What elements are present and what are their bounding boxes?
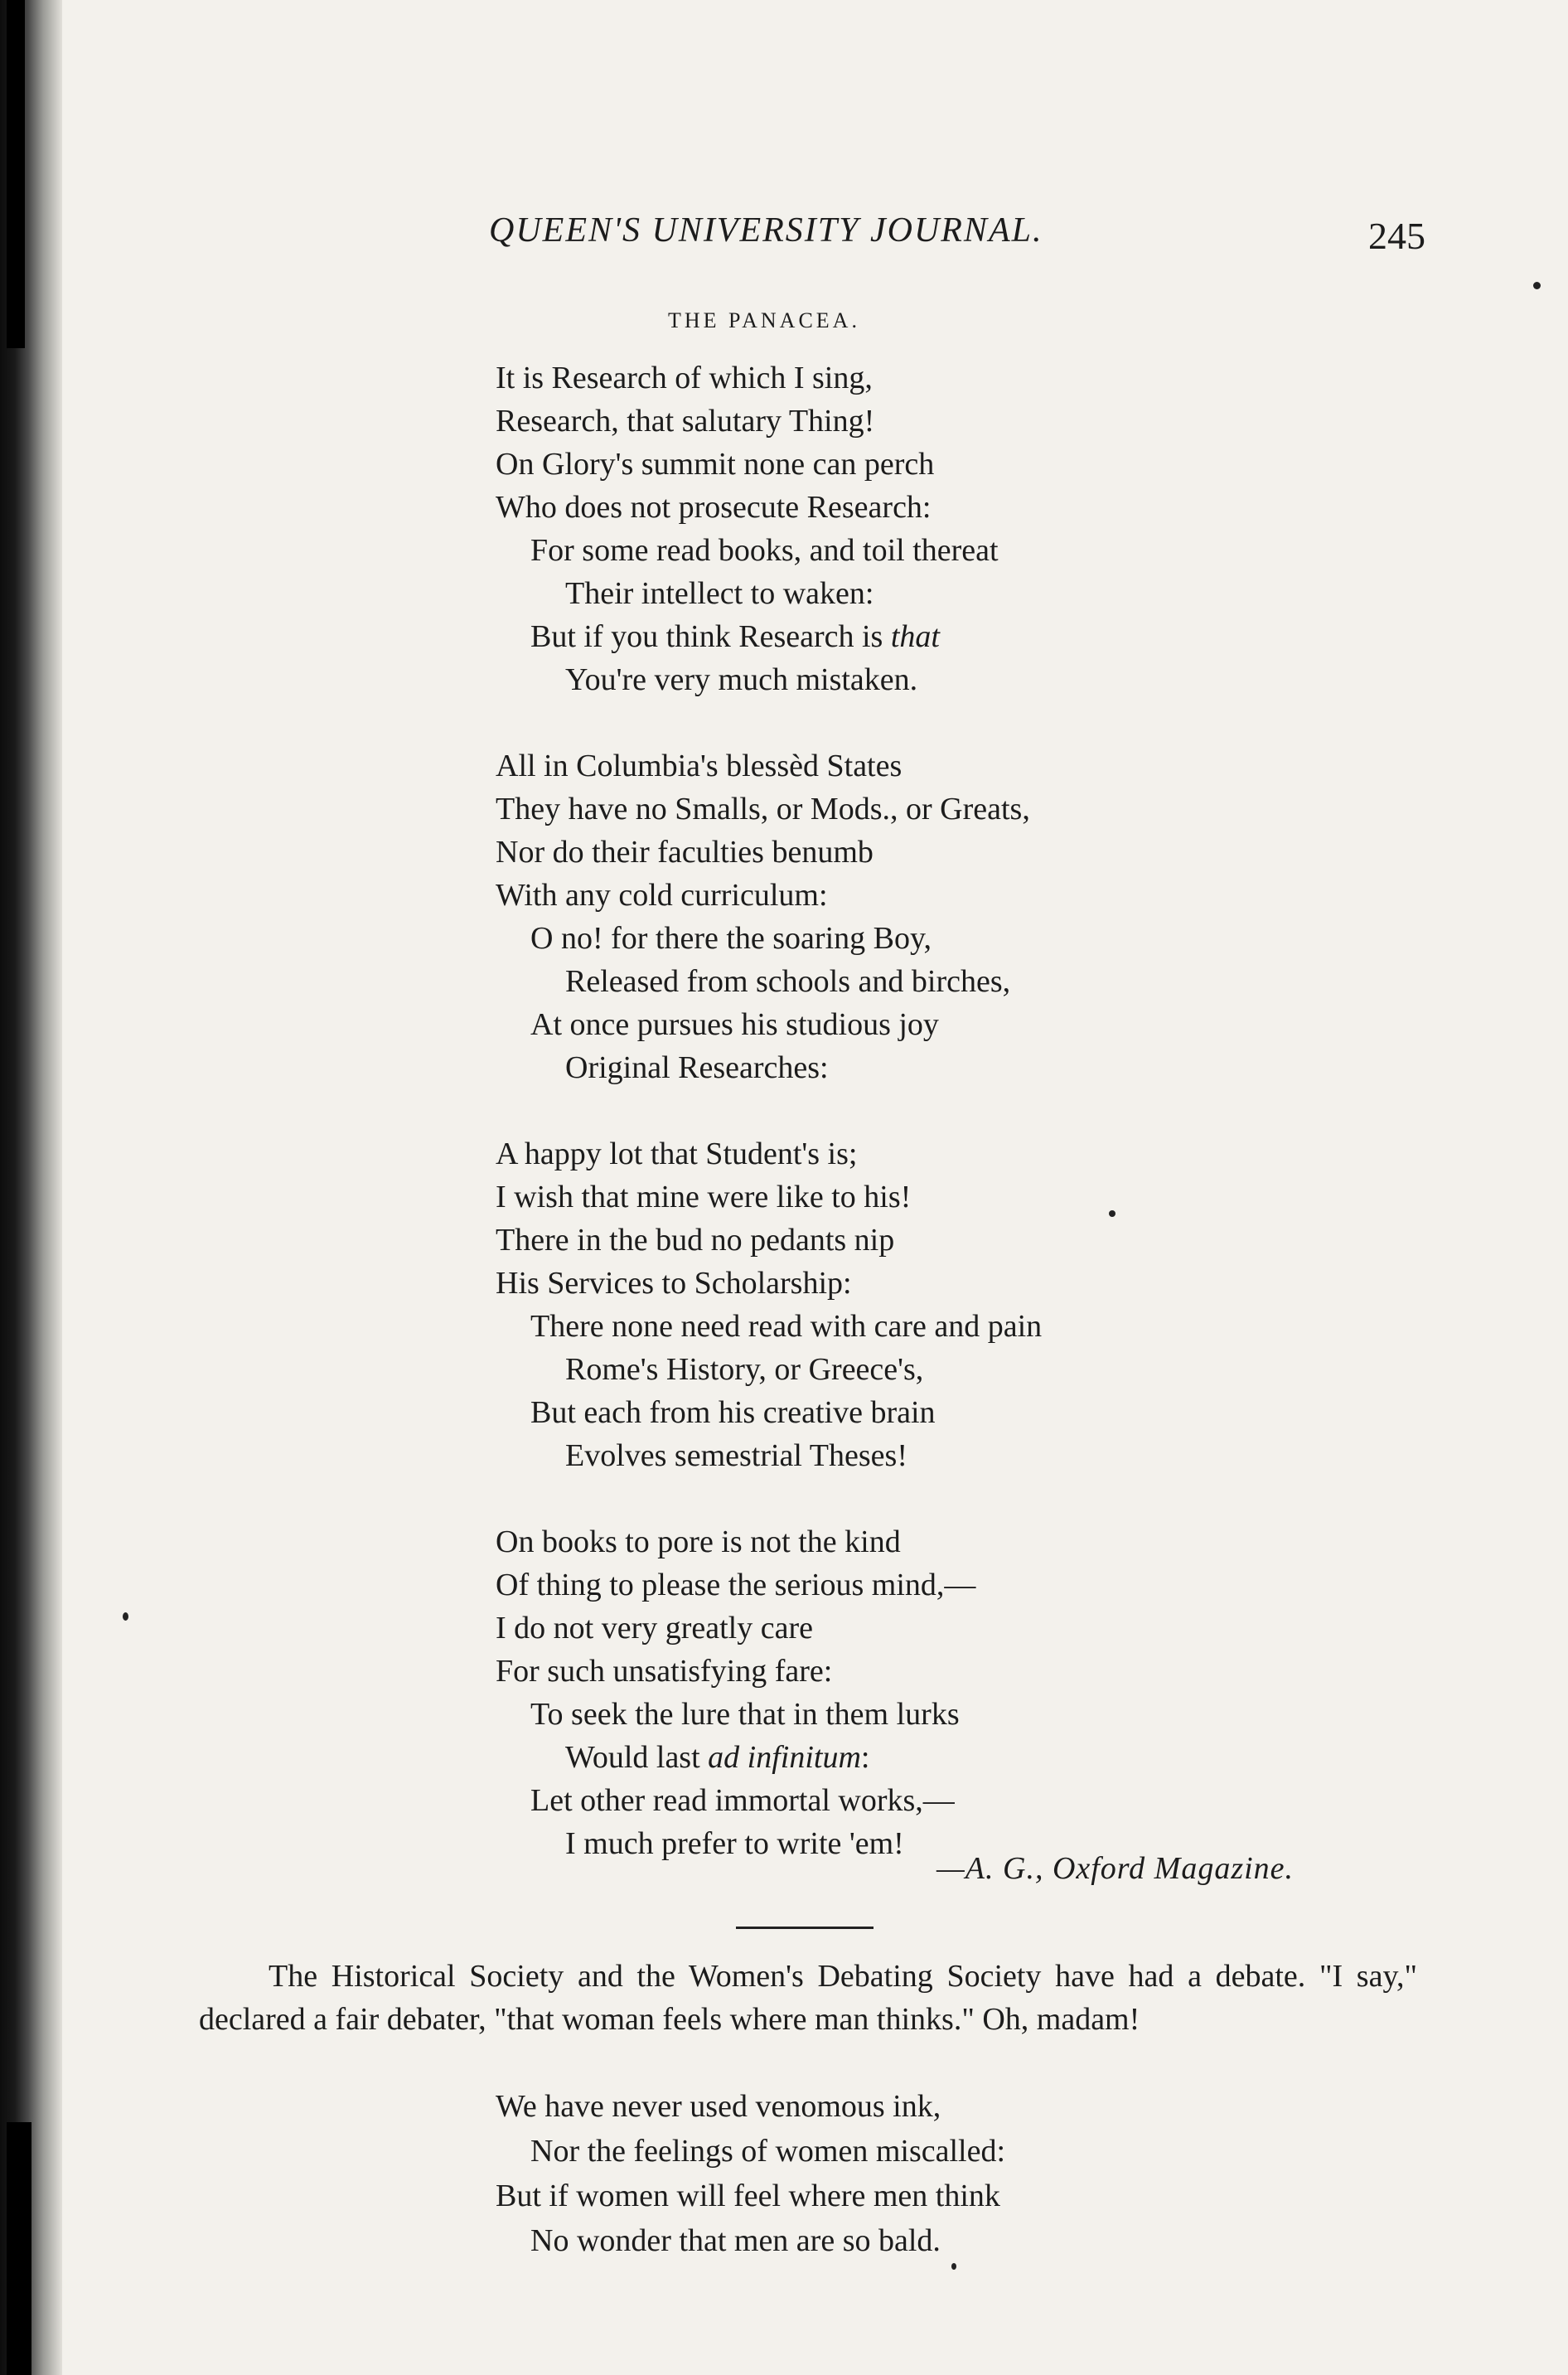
poem-line: A happy lot that Student's is; bbox=[496, 1137, 858, 1171]
poem-line: There none need read with care and pain bbox=[530, 1309, 1043, 1344]
poem-attribution: —A. G., Oxford Magazine. bbox=[936, 1851, 1295, 1886]
verse-line: No wonder that men are so bald. bbox=[530, 2223, 941, 2258]
poem-line: You're very much mistaken. bbox=[565, 662, 918, 697]
verse-line: But if women will feel where men think bbox=[496, 2179, 1000, 2213]
scanned-page-spine-shadow bbox=[0, 0, 62, 2375]
poem-line: O no! for there the soaring Boy, bbox=[530, 921, 932, 956]
running-head: QUEEN'S UNIVERSITY JOURNAL. bbox=[489, 211, 1043, 250]
poem-body bbox=[496, 356, 1490, 1908]
stanza bbox=[496, 744, 1490, 1089]
closing-verse bbox=[496, 2084, 1005, 2263]
poem-line: With any cold curriculum: bbox=[496, 878, 828, 913]
poem-line: For such unsatisfying fare: bbox=[496, 1654, 833, 1689]
scan-speck bbox=[1533, 282, 1541, 289]
scan-speck bbox=[1109, 1210, 1116, 1217]
verse-line: Nor the feelings of women miscalled: bbox=[530, 2134, 1006, 2169]
poem-line: I wish that mine were like to his! bbox=[496, 1180, 912, 1214]
poem-line: On books to pore is not the kind bbox=[496, 1524, 901, 1559]
spine-dark-streak bbox=[7, 0, 25, 348]
poem-line: At once pursues his studious joy bbox=[530, 1007, 939, 1042]
scan-speck bbox=[951, 2263, 956, 2270]
poem-line: Their intellect to waken: bbox=[565, 576, 874, 611]
scan-speck bbox=[123, 1612, 128, 1621]
poem-line: But each from his creative brain bbox=[530, 1395, 936, 1430]
verse-line: We have never used venomous ink, bbox=[496, 2089, 941, 2124]
poem-line: There in the bud no pedants nip bbox=[496, 1223, 895, 1258]
poem-line: I do not very greatly care bbox=[496, 1611, 813, 1646]
poem-line: They have no Smalls, or Mods., or Greats, bbox=[496, 792, 1030, 826]
section-divider bbox=[736, 1927, 874, 1929]
page-number: 245 bbox=[1368, 215, 1425, 257]
poem-line: I much prefer to write 'em! bbox=[565, 1826, 904, 1861]
poem-line: Evolves semestrial Theses! bbox=[565, 1438, 907, 1473]
news-paragraph: The Historical Society and the Women's Debating Society have had a debate. "I say," declared a fair debater, "that woman feels where man thinks." Oh, madam! bbox=[199, 1959, 1417, 2037]
poem-line: Let other read immortal works,— bbox=[530, 1783, 955, 1818]
poem-line: On Glory's summit none can perch bbox=[496, 447, 935, 482]
page-header bbox=[489, 206, 1425, 264]
poem-line: Rome's History, or Greece's, bbox=[565, 1352, 924, 1387]
poem-line: But if you think Research is that bbox=[530, 619, 940, 654]
stanza bbox=[496, 1132, 1490, 1477]
poem-line: Released from schools and birches, bbox=[565, 964, 1011, 999]
poem-line: Of thing to please the serious mind,— bbox=[496, 1568, 976, 1602]
poem-line: Would last ad infinitum: bbox=[565, 1740, 870, 1775]
poem-line: For some read books, and toil thereat bbox=[530, 533, 999, 568]
poem-line: To seek the lure that in them lurks bbox=[530, 1697, 960, 1732]
poem-line: All in Columbia's blessèd States bbox=[496, 749, 903, 783]
poem-line: His Services to Scholarship: bbox=[496, 1266, 852, 1301]
poem-line: Original Researches: bbox=[565, 1050, 829, 1085]
stanza bbox=[496, 1520, 1490, 1865]
poem-line: Research, that salutary Thing! bbox=[496, 404, 875, 439]
spine-dark-streak bbox=[7, 2122, 31, 2375]
stanza bbox=[496, 356, 1490, 701]
poem-line: It is Research of which I sing, bbox=[496, 361, 873, 395]
poem-line: Nor do their faculties benumb bbox=[496, 835, 874, 870]
poem-line: Who does not prosecute Research: bbox=[496, 490, 932, 525]
poem-title: THE PANACEA. bbox=[668, 308, 860, 332]
